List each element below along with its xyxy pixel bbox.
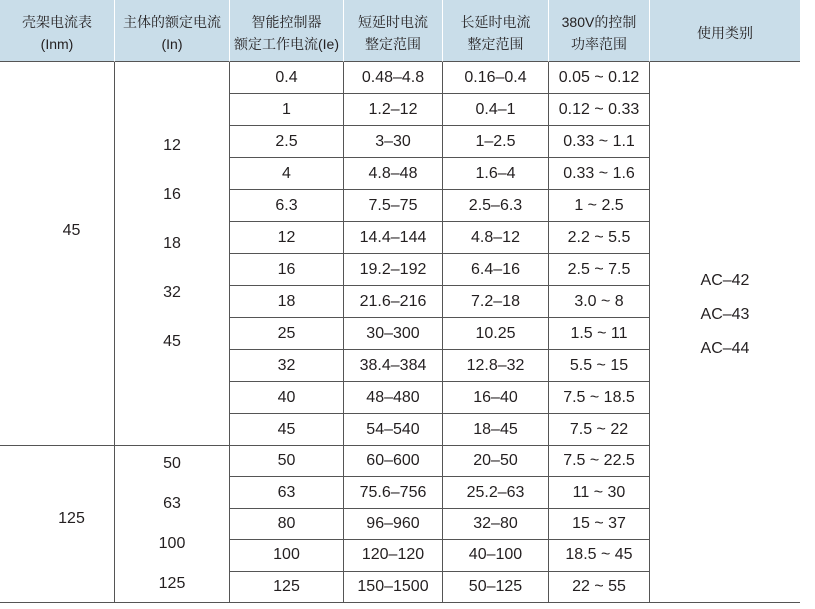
cell-control-power-range: 0.12 ~ 0.33 <box>549 94 650 126</box>
cell-control-power-range: 15 ~ 37 <box>549 509 650 540</box>
cell-long-delay-range: 6.4–16 <box>443 254 549 286</box>
cell-short-delay-range: 96–960 <box>344 509 443 540</box>
cell-short-delay-range: 3–30 <box>344 126 443 158</box>
cell-control-power-range: 7.5 ~ 22 <box>549 414 650 446</box>
cell-controller-current: 2.5 <box>230 126 344 158</box>
cell-controller-current: 125 <box>230 572 344 603</box>
cell-controller-current: 1 <box>230 94 344 126</box>
rated-current-value: 16 <box>163 186 181 203</box>
cell-long-delay-range: 2.5–6.3 <box>443 190 549 222</box>
cell-control-power-range: 5.5 ~ 15 <box>549 350 650 382</box>
frame-current-cell <box>0 62 115 446</box>
header-short-delay-range <box>344 0 443 62</box>
cell-controller-current: 80 <box>230 509 344 540</box>
usage-category-value: AC–44 <box>700 340 750 357</box>
header-unit: 整定范围 <box>467 35 524 52</box>
frame-current-value: 125 <box>58 510 85 527</box>
header-usage-category <box>650 0 800 62</box>
cell-long-delay-range: 20–50 <box>443 446 549 477</box>
cell-long-delay-range: 10.25 <box>443 318 549 350</box>
frame-current-value: 45 <box>62 222 81 239</box>
cell-short-delay-range: 21.6–216 <box>344 286 443 318</box>
cell-long-delay-range: 4.8–12 <box>443 222 549 254</box>
cell-controller-current: 6.3 <box>230 190 344 222</box>
rated-current-list <box>115 446 230 603</box>
header-label: 长延时电流 <box>460 13 531 30</box>
cell-long-delay-range: 7.2–18 <box>443 286 549 318</box>
header-unit: 额定工作电流(Ie) <box>234 35 339 52</box>
cell-long-delay-range: 25.2–63 <box>443 477 549 508</box>
cell-control-power-range: 11 ~ 30 <box>549 477 650 508</box>
cell-short-delay-range: 30–300 <box>344 318 443 350</box>
cell-short-delay-range: 19.2–192 <box>344 254 443 286</box>
cell-control-power-range: 0.05 ~ 0.12 <box>549 62 650 94</box>
cell-control-power-range: 1 ~ 2.5 <box>549 190 650 222</box>
cell-controller-current: 45 <box>230 414 344 446</box>
cell-long-delay-range: 32–80 <box>443 509 549 540</box>
cell-short-delay-range: 4.8–48 <box>344 158 443 190</box>
cell-controller-current: 40 <box>230 382 344 414</box>
header-label: 主体的额定电流 <box>123 13 221 30</box>
cell-short-delay-range: 75.6–756 <box>344 477 443 508</box>
rated-current-list <box>115 62 230 446</box>
header-frame-current <box>0 0 115 62</box>
cell-control-power-range: 7.5 ~ 18.5 <box>549 382 650 414</box>
cell-short-delay-range: 54–540 <box>344 414 443 446</box>
usage-category-value: AC–42 <box>700 272 750 289</box>
header-label: 智能控制器 <box>251 13 322 30</box>
header-label: 壳架电流表 <box>22 13 92 30</box>
rated-current-value: 12 <box>163 137 181 154</box>
cell-controller-current: 50 <box>230 446 344 477</box>
header-unit: 整定范围 <box>365 35 421 52</box>
rated-current-value: 45 <box>163 333 181 350</box>
cell-long-delay-range: 12.8–32 <box>443 350 549 382</box>
header-control-power-range <box>549 0 650 62</box>
cell-controller-current: 16 <box>230 254 344 286</box>
cell-short-delay-range: 0.48–4.8 <box>344 62 443 94</box>
cell-control-power-range: 0.33 ~ 1.1 <box>549 126 650 158</box>
cell-short-delay-range: 14.4–144 <box>344 222 443 254</box>
header-controller-rated-current <box>230 0 344 62</box>
cell-long-delay-range: 50–125 <box>443 572 549 603</box>
cell-control-power-range: 0.33 ~ 1.6 <box>549 158 650 190</box>
cell-controller-current: 63 <box>230 477 344 508</box>
rated-current-value: 63 <box>163 495 181 512</box>
cell-short-delay-range: 38.4–384 <box>344 350 443 382</box>
cell-short-delay-range: 120–120 <box>344 540 443 571</box>
header-unit: (In) <box>161 35 183 52</box>
rated-current-value: 100 <box>158 535 186 552</box>
cell-long-delay-range: 1.6–4 <box>443 158 549 190</box>
cell-controller-current: 32 <box>230 350 344 382</box>
cell-short-delay-range: 7.5–75 <box>344 190 443 222</box>
header-label: 380V的控制 <box>561 13 637 30</box>
rated-current-value: 125 <box>158 575 186 592</box>
cell-controller-current: 0.4 <box>230 62 344 94</box>
cell-control-power-range: 7.5 ~ 22.5 <box>549 446 650 477</box>
rated-current-value: 32 <box>163 284 181 301</box>
header-long-delay-range <box>443 0 549 62</box>
cell-short-delay-range: 1.2–12 <box>344 94 443 126</box>
cell-controller-current: 4 <box>230 158 344 190</box>
cell-long-delay-range: 18–45 <box>443 414 549 446</box>
header-unit: (Inm) <box>40 35 74 52</box>
usage-category-value: AC–43 <box>700 306 750 323</box>
cell-controller-current: 12 <box>230 222 344 254</box>
usage-category-cell <box>650 62 800 603</box>
cell-control-power-range: 1.5 ~ 11 <box>549 318 650 350</box>
cell-control-power-range: 2.2 ~ 5.5 <box>549 222 650 254</box>
cell-controller-current: 25 <box>230 318 344 350</box>
cell-short-delay-range: 150–1500 <box>344 572 443 603</box>
cell-controller-current: 100 <box>230 540 344 571</box>
header-label: 使用类别 <box>697 24 753 41</box>
cell-long-delay-range: 0.4–1 <box>443 94 549 126</box>
cell-long-delay-range: 40–100 <box>443 540 549 571</box>
rated-current-value: 50 <box>163 455 181 472</box>
cell-short-delay-range: 48–480 <box>344 382 443 414</box>
frame-current-cell <box>0 446 115 603</box>
header-unit: 功率范围 <box>571 35 627 52</box>
cell-controller-current: 18 <box>230 286 344 318</box>
cell-long-delay-range: 16–40 <box>443 382 549 414</box>
cell-control-power-range: 2.5 ~ 7.5 <box>549 254 650 286</box>
cell-short-delay-range: 60–600 <box>344 446 443 477</box>
cell-long-delay-range: 0.16–0.4 <box>443 62 549 94</box>
cell-control-power-range: 18.5 ~ 45 <box>549 540 650 571</box>
header-label: 短延时电流 <box>358 13 428 30</box>
cell-control-power-range: 3.0 ~ 8 <box>549 286 650 318</box>
cell-long-delay-range: 1–2.5 <box>443 126 549 158</box>
header-rated-current <box>115 0 230 62</box>
cell-control-power-range: 22 ~ 55 <box>549 572 650 603</box>
rated-current-value: 18 <box>163 235 181 252</box>
